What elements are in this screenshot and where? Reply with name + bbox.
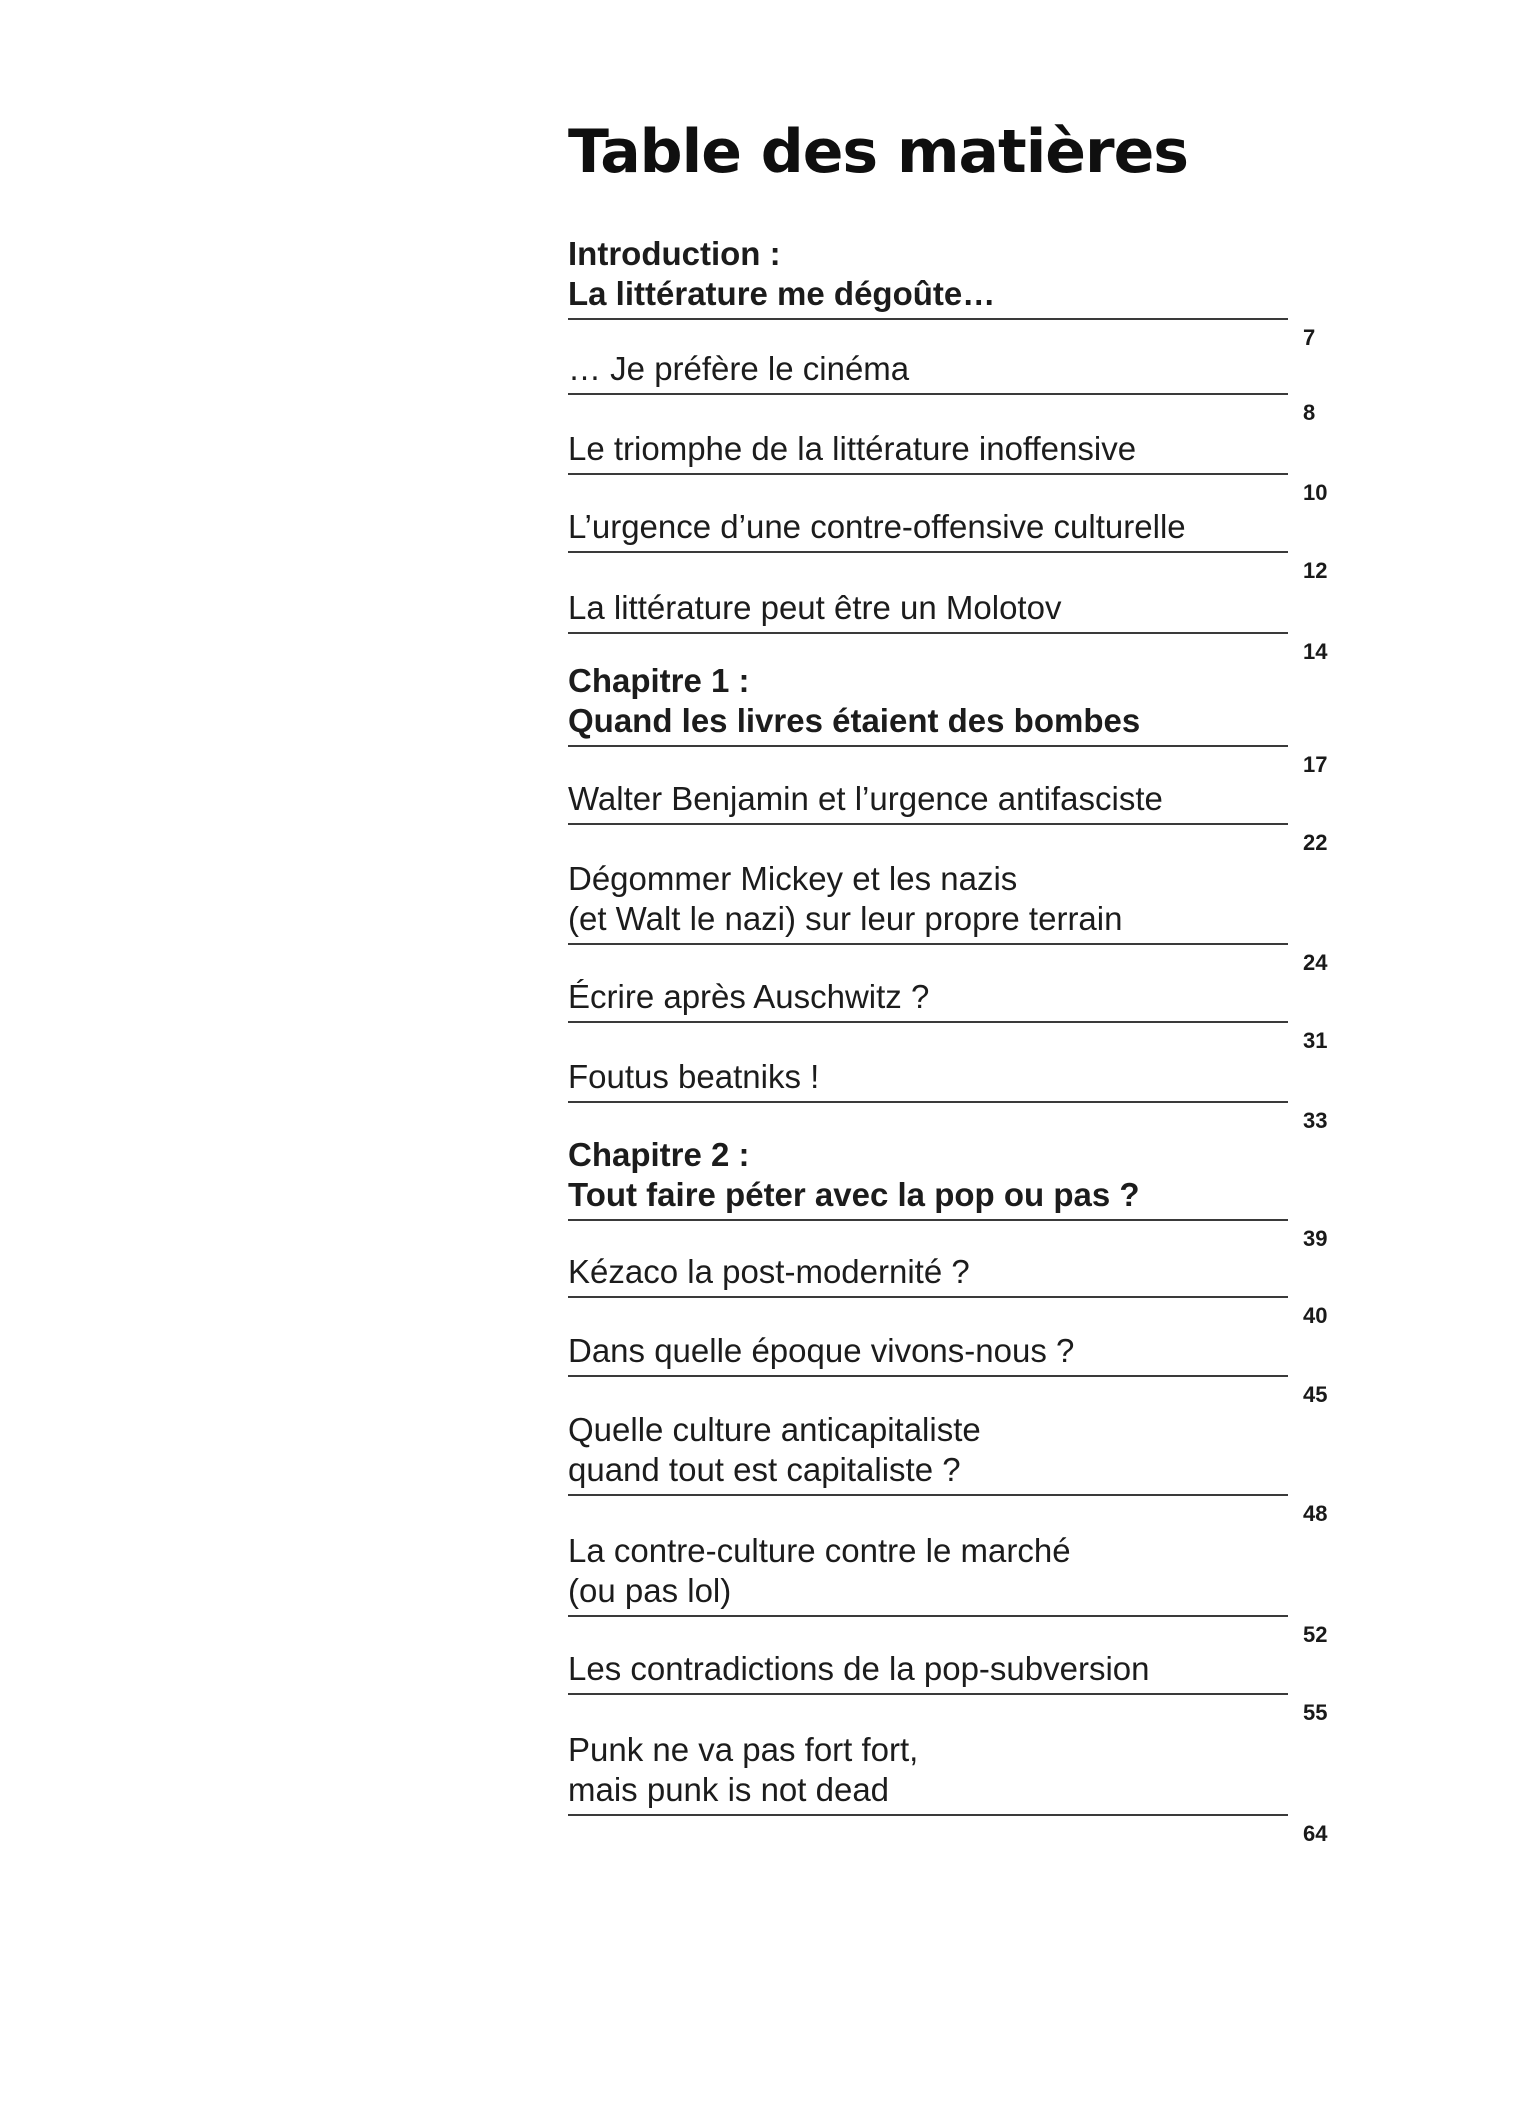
toc-entry-title [568,977,929,1017]
toc-entry-title-line: Tout faire péter avec la pop ou pas ? [568,1176,1140,1213]
toc-entry-title-line: Kézaco la post-modernité ? [568,1253,970,1290]
toc-entry-title-line: Quelle culture anticapitaliste [568,1411,981,1448]
toc-page-number: 39 [1303,1226,1328,1251]
toc-entry-title-line: … Je préfère le cinéma [568,350,910,387]
toc-page-number: 33 [1303,1108,1328,1133]
toc-page-number: 12 [1303,558,1328,583]
toc-entry [568,1635,1328,1725]
toc-entry-title-line: (ou pas lol) [568,1572,732,1609]
leader-rule [568,632,1288,634]
toc-entry [568,963,1328,1053]
toc-page-number: 14 [1303,639,1328,664]
toc-entry-title [568,1057,819,1097]
toc-entry-title-line: La contre-culture contre le marché [568,1532,1071,1569]
leader-rule [568,393,1288,395]
leader-rule [568,1375,1288,1377]
leader-rule [568,1814,1288,1816]
toc-entry-title [568,661,1140,741]
leader-rule [568,1101,1288,1103]
toc-entry-title-line: Les contradictions de la pop-subversion [568,1650,1150,1687]
toc-entry-title-line: La littérature peut être un Molotov [568,589,1062,626]
leader-rule [568,1219,1288,1221]
toc-page-number: 55 [1303,1700,1328,1725]
toc-page-number: 45 [1303,1382,1328,1407]
toc-entry [568,415,1328,505]
toc-entry [568,860,1328,975]
toc-entry [568,1411,1328,1526]
toc-page-number: 22 [1303,830,1328,855]
toc-entry-title-line: Foutus beatniks ! [568,1058,820,1095]
toc-page-number: 64 [1303,1821,1328,1846]
toc-entry-title-line: Punk ne va pas fort fort, [568,1731,919,1768]
leader-rule [568,1021,1288,1023]
page-title: Table des matières [568,117,1188,187]
toc-entry-title-line: Le triomphe de la littérature inoffensive [568,430,1137,467]
toc-entry-title [568,779,1163,819]
toc-page-number: 52 [1303,1622,1328,1647]
toc-entry-title [568,1531,1071,1611]
leader-rule [568,318,1288,320]
toc-entry-title [568,1252,970,1292]
toc-page-number: 40 [1303,1303,1328,1328]
toc-entry [568,1043,1328,1133]
toc-page-number: 48 [1303,1501,1328,1526]
toc-entry-title-line: Chapitre 2 : [568,1136,750,1173]
toc-page-number: 8 [1303,400,1316,425]
toc-entry-title [568,1730,918,1810]
toc-entry-title [568,1410,981,1490]
leader-rule [568,473,1288,475]
toc-entry-title-line: Introduction : [568,235,781,272]
toc-entry-title-line: Walter Benjamin et l’urgence antifasciste [568,780,1163,817]
toc-entry-title [568,234,995,314]
toc-chapter-entry [568,1136,1328,1251]
leader-rule [568,1693,1288,1695]
toc-entry-title-line: Quand les livres étaient des bombes [568,702,1141,739]
toc-entry-title [568,588,1061,628]
leader-rule [568,1494,1288,1496]
toc-page-number: 7 [1303,325,1316,350]
toc-entry-title-line: (et Walt le nazi) sur leur propre terrain [568,900,1123,937]
toc-entry-title-line: mais punk is not dead [568,1771,890,1808]
toc-entry-title-line: Dans quelle époque vivons-nous ? [568,1332,1075,1369]
leader-rule [568,745,1288,747]
toc-entry [568,335,1316,425]
toc-entry [568,574,1328,664]
toc-chapter-entry [568,235,1316,350]
toc-page-number: 24 [1303,950,1328,975]
toc-entry-title [568,1135,1140,1215]
toc-chapter-entry [568,662,1328,777]
toc-entry-title-line: Écrire après Auschwitz ? [568,978,930,1015]
leader-rule [568,1296,1288,1298]
toc-entry-title [568,1331,1074,1371]
toc-entry-title-line: Chapitre 1 : [568,662,750,699]
toc-page-number: 10 [1303,480,1328,505]
leader-rule [568,823,1288,825]
toc-entry-title [568,859,1122,939]
toc-entry-title [568,429,1136,469]
toc-entry-title [568,349,909,389]
toc-page-number: 17 [1303,752,1328,777]
toc-entry-title-line: La littérature me dégoûte… [568,275,996,312]
toc-entry [568,493,1328,583]
toc-page-number: 31 [1303,1028,1328,1053]
toc-entry-title-line: quand tout est capitaliste ? [568,1451,961,1488]
leader-rule [568,1615,1288,1617]
toc-entry-title [568,1649,1150,1689]
toc-entry-title [568,507,1186,547]
toc-entry [568,765,1328,855]
toc-entry-title-line: Dégommer Mickey et les nazis [568,860,1018,897]
toc-entry [568,1731,1328,1846]
toc-entry [568,1317,1328,1407]
toc-entry [568,1532,1328,1647]
toc-entry-title-line: L’urgence d’une contre-offensive culturelle [568,508,1186,545]
leader-rule [568,551,1288,553]
leader-rule [568,943,1288,945]
